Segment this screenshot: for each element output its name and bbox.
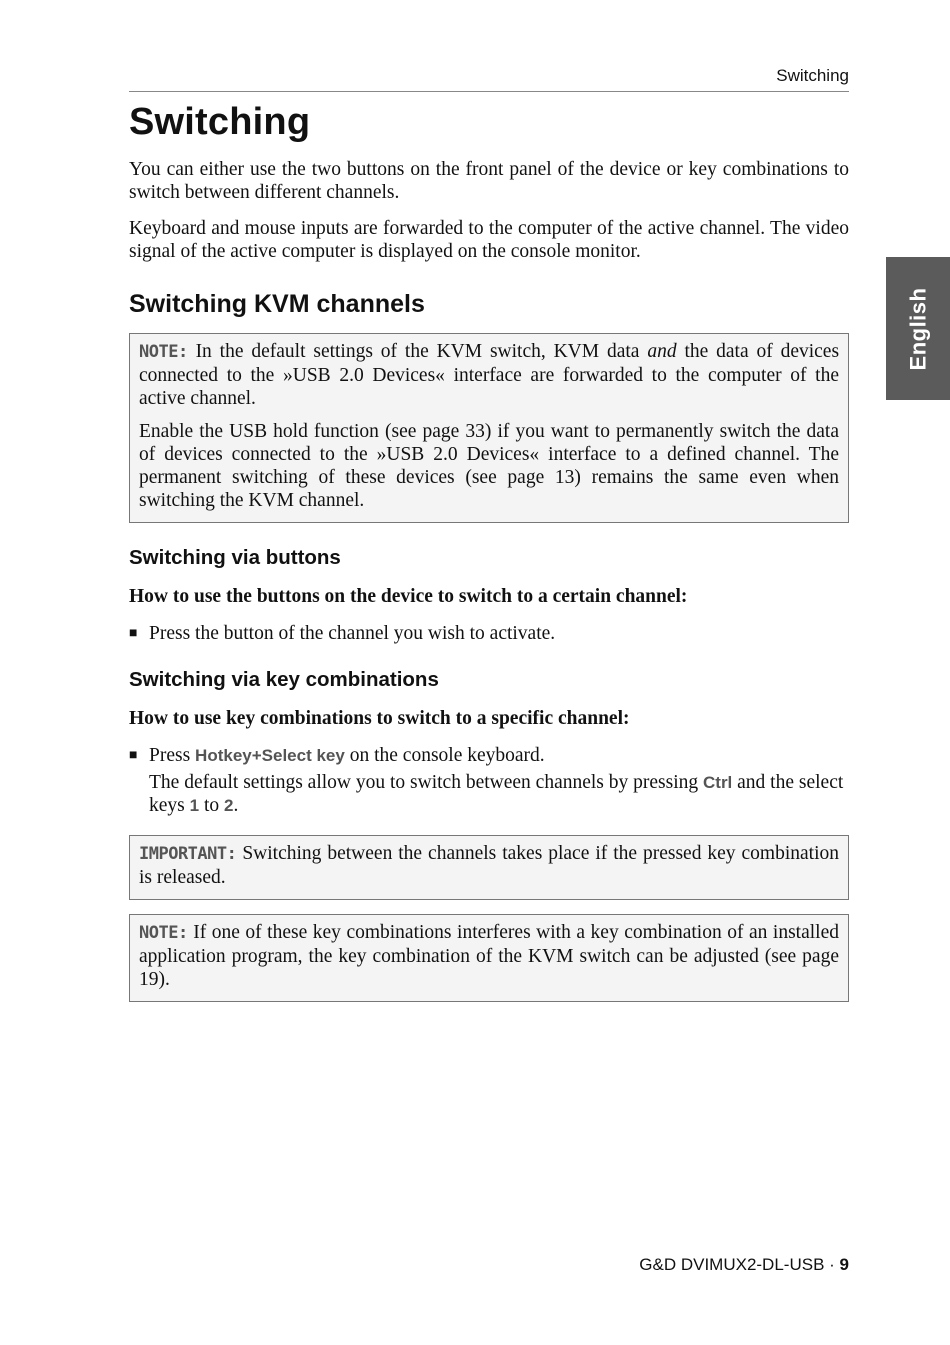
followup-text-to: to [203,795,220,816]
language-tab[interactable] [886,257,950,400]
page-number: 9 [839,1255,849,1274]
note-box-kvm [129,333,849,523]
note-text-after: the data of devices connected to the »USB 2.0 Devices« interface are forwarded to the computer of the active channel. [139,341,840,409]
followup-text-mid: and the select keys [149,772,844,816]
bullet-item-keys [129,744,849,767]
select-key-2: 2 [224,796,234,815]
running-head: Switching [776,66,849,85]
header-rule [129,91,849,92]
bullet-item-buttons [129,622,849,645]
note-paragraph-2: Enable the USB hold function (see page 33) if you want to permanently switch the data of devices connected to the »USB 2.0 Devices« interface to a defined channel. The permanent switching of these devices (see page 13) remains the same even when switching the KVM channel. [139,421,839,511]
important-label: IMPORTANT: [139,844,237,864]
note-box-keys [129,914,849,1002]
section-heading-keys: Switching via key combinations [129,668,439,691]
important-box [129,835,849,900]
bullet-square-icon: ■ [129,626,138,641]
hotkey-select-key: Hotkey+Select key [195,746,345,765]
page-title: Switching [129,101,311,143]
intro-paragraph-1: You can either use the two buttons on the front panel of the device or key combinations to switch between different channels. [129,159,849,203]
note-label: NOTE: [139,342,188,362]
howto-keys: How to use key combinations to switch to a specific channel: [129,708,630,729]
followup-text-end: . [233,795,239,816]
important-text: Switching between the channels takes place if the pressed key combination is released. [139,843,839,888]
followup-text-pre: The default settings allow you to switch between channels by pressing [149,772,699,793]
followup-paragraph [129,771,849,817]
bullet-text-post: on the console keyboard. [349,745,545,766]
bullet-text-pre: Press [149,745,191,766]
note2-label: NOTE: [139,923,188,943]
note2-paragraph [139,921,839,991]
note-paragraph-1 [139,340,839,410]
page-footer [129,1255,849,1275]
important-paragraph [139,842,839,889]
footer-product: G&D DVIMUX2-DL-USB · [639,1255,835,1274]
language-tab-label: English [905,287,931,370]
section-heading-buttons: Switching via buttons [129,546,341,569]
note-emphasis: and [647,341,677,362]
page-content [129,98,849,1016]
howto-buttons: How to use the buttons on the device to switch to a certain channel: [129,586,688,607]
intro-paragraph-2: Keyboard and mouse inputs are forwarded to the computer of the active channel. The video signal of the active computer is displayed on the console monitor. [129,218,849,262]
section-heading-kvm: Switching KVM channels [129,290,425,318]
note2-text: If one of these key combinations interferes with a key combination of an installed application program, the key combination of the KVM switch can be adjusted (see page 19). [139,922,839,990]
ctrl-key: Ctrl [703,773,733,792]
select-key-1: 1 [189,796,200,815]
bullet-text-buttons: Press the button of the channel you wish to activate. [149,623,556,644]
note-text-before: In the default settings of the KVM switch, KVM data [195,341,640,362]
bullet-square-icon: ■ [129,748,138,763]
